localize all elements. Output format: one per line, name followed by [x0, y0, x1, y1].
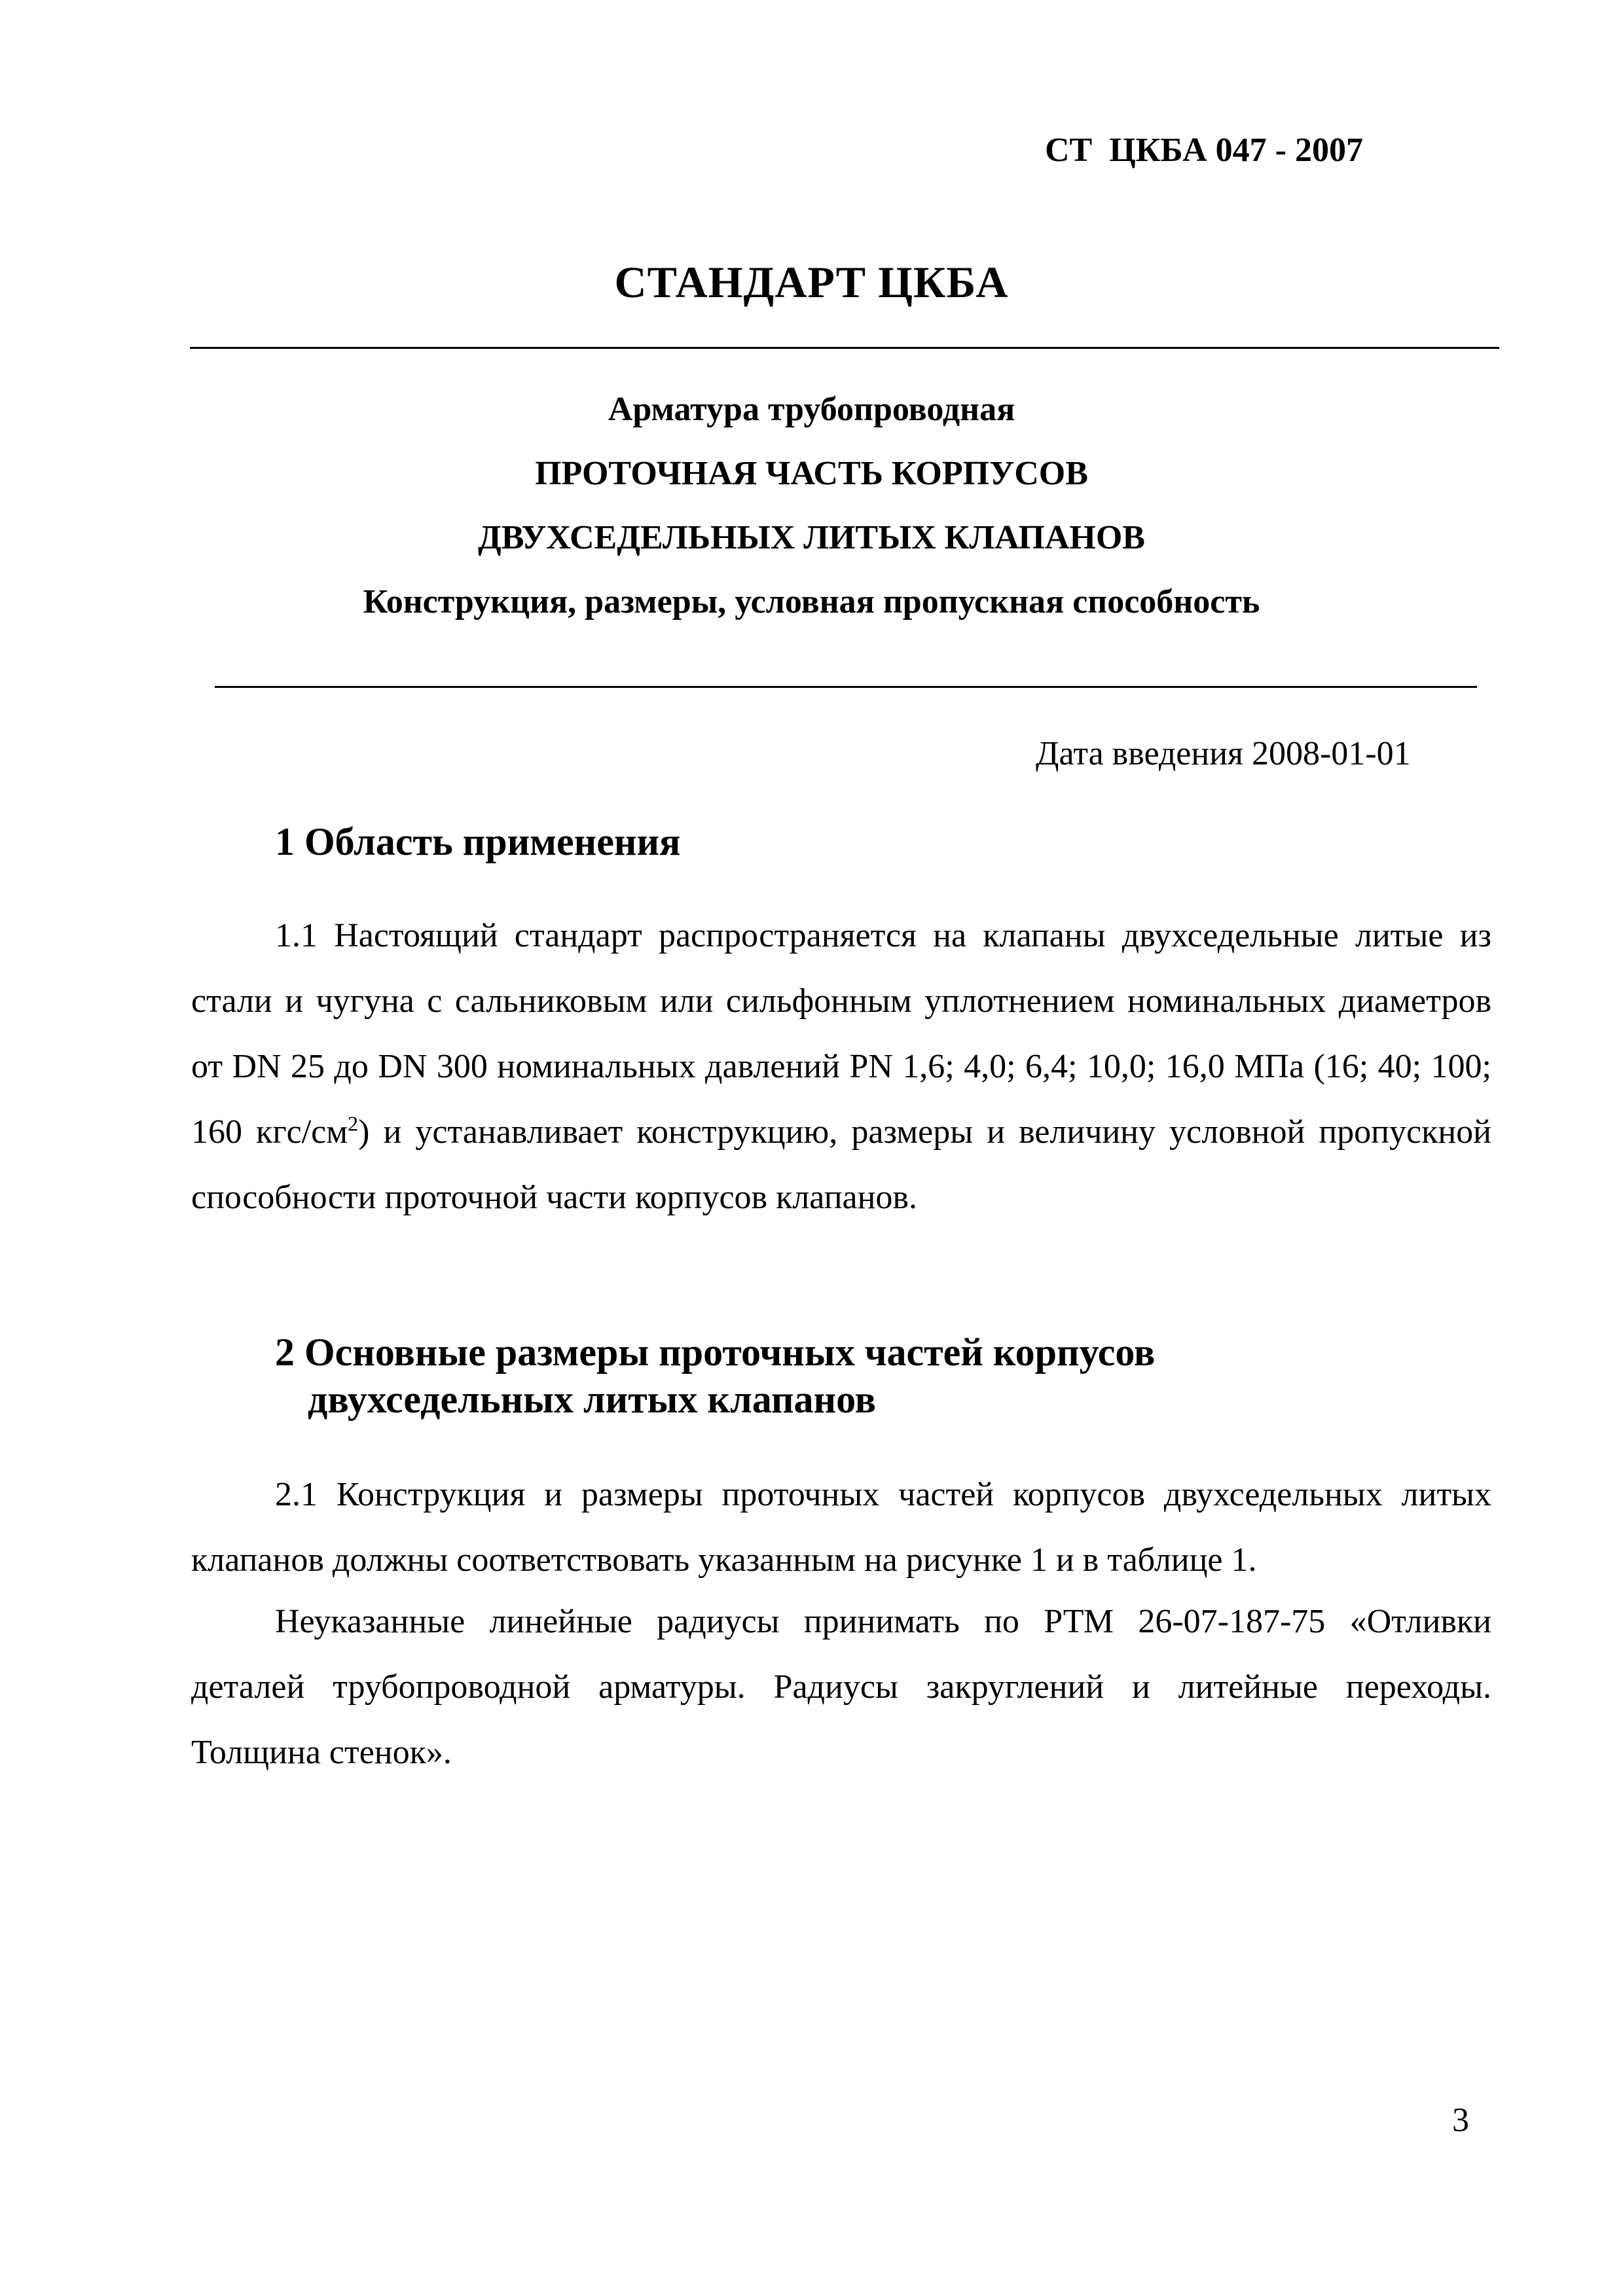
section-2-paragraph-1: 2.1 Конструкция и размеры проточных частей корпусов двухседельных литых клапанов должны соответствовать указанным на рисунке 1 и в таблице 1. [191, 1476, 1491, 1579]
title-line-main-2: ДВУХСЕДЕЛЬНЫХ ЛИТЫХ КЛАПАНОВ [478, 519, 1145, 556]
section-2-heading-line-2: двухседельных литых клапанов [308, 1378, 877, 1421]
page-number: 3 [1452, 2102, 1469, 2139]
section-1-paragraph [191, 903, 1491, 1230]
section-2-heading-line-1: 2 Основные размеры проточных частей корпусов [275, 1331, 1156, 1374]
top-divider [190, 347, 1499, 349]
standard-title: СТАНДАРТ ЦКБА [614, 257, 1009, 307]
title-line-subtitle: Конструкция, размеры, условная пропускная способность [363, 583, 1260, 620]
section-1-heading: 1 Область применения [275, 820, 681, 863]
document-number: СТ ЦКБА 047 - 2007 [1045, 132, 1363, 169]
bottom-divider [215, 686, 1477, 688]
title-line-main-1: ПРОТОЧНАЯ ЧАСТЬ КОРПУСОВ [535, 455, 1088, 492]
paragraph-1-1-text-end: ) и устанавливает конструкцию, размеры и величину условной пропускной способности проточной части корпусов клапанов. [191, 1113, 1492, 1216]
section-2-heading [275, 1329, 1155, 1423]
introduction-date: Дата введения 2008-01-01 [1036, 735, 1411, 772]
section-2-paragraph-2: Неуказанные линейные радиусы принимать по РТМ 26-07-187-75 «Отливки деталей трубопроводной арматуры. Радиусы закруглений и литейные переходы. Толщина стенок». [191, 1603, 1491, 1771]
superscript-2: 2 [348, 1111, 359, 1136]
title-line-product: Арматура трубопроводная [608, 391, 1015, 428]
paragraph-1-1-text: 1.1 Настоящий стандарт распространяется на клапаны двухседельные литые из стали и чугуна с сальниковым или сильфонным уплотнением номинальных диаметров от DN 25 до DN 300 номинальных давлений PN 1,6; 4,0; 6,4; 10,0; 16,0 МПа (16; 40; 100; 160 кгс/см [191, 917, 1491, 1151]
